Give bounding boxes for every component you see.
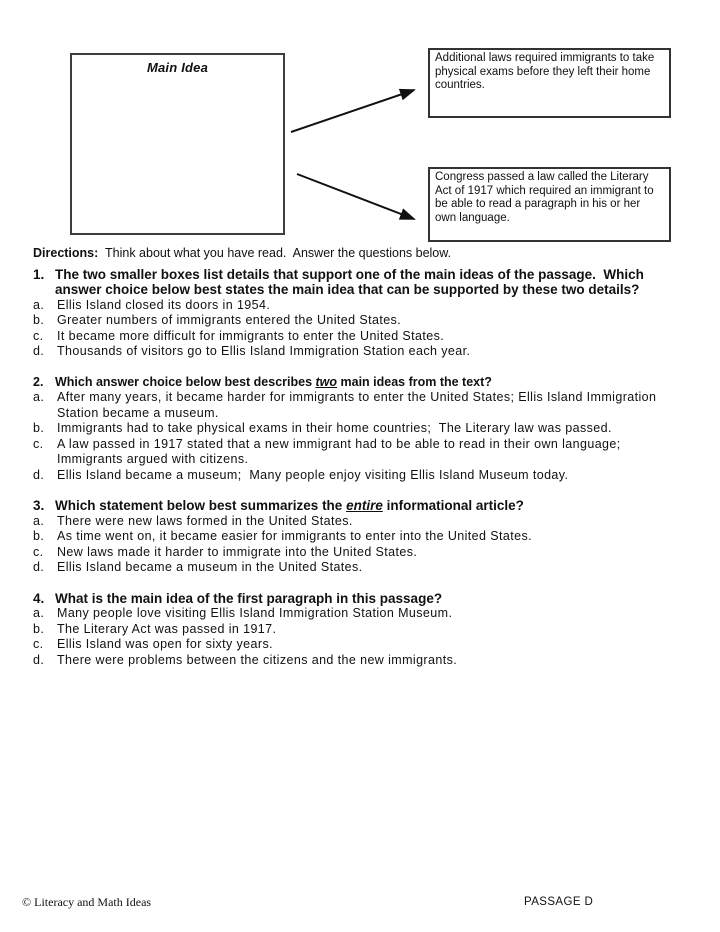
main-idea-label: Main Idea bbox=[146, 60, 209, 75]
choice-4c bbox=[33, 637, 663, 653]
choice-4b-letter: b. bbox=[33, 621, 45, 636]
question-2-number: 2. bbox=[33, 374, 44, 389]
choice-1b bbox=[33, 313, 663, 329]
question-2-prompt-rest: main ideas from the text? bbox=[337, 374, 492, 389]
question-1-number: 1. bbox=[33, 266, 45, 282]
choice-4a-letter: a. bbox=[33, 606, 45, 620]
arrow-to-detail-1 bbox=[291, 90, 414, 132]
detail-box-physical-exams bbox=[428, 48, 671, 118]
choice-1a-letter: a. bbox=[33, 297, 45, 312]
choice-1c-text: It became more difficult for immigrants to enter the United States. bbox=[57, 328, 445, 343]
choice-4b bbox=[33, 622, 663, 638]
choice-4a bbox=[33, 606, 663, 622]
choice-2a-letter: a. bbox=[33, 390, 45, 404]
choice-3b-text: As time went on, it became easier for immigrants to enter into the United States. bbox=[57, 529, 532, 543]
choice-1d bbox=[33, 344, 663, 360]
choice-3c-letter: c. bbox=[33, 544, 44, 559]
choice-3d-text: Ellis Island became a museum in the United States. bbox=[57, 560, 363, 574]
choice-2b-letter: b. bbox=[33, 421, 45, 435]
choice-3c bbox=[33, 545, 663, 561]
choice-1d-letter: d. bbox=[33, 344, 45, 358]
choice-1b-letter: b. bbox=[33, 313, 45, 327]
question-2-prompt-emphasis: two bbox=[315, 374, 338, 389]
question-3-prompt-text: Which statement below best summarizes the bbox=[55, 498, 347, 513]
choice-1c-letter: c. bbox=[33, 328, 44, 343]
passage-label: PASSAGE D bbox=[524, 896, 594, 908]
choice-3a-text: There were new laws formed in the United States. bbox=[57, 513, 353, 528]
question-area bbox=[33, 246, 663, 683]
detail-box-1-text: Additional laws required immigrants to take physical exams before they left their home countries. bbox=[435, 52, 658, 92]
question-4 bbox=[33, 591, 663, 669]
detail-box-2-text: Congress passed a law called the Literary Act of 1917 which required an immigrant to be able to read a paragraph in his or her own language. bbox=[435, 171, 657, 224]
choice-4c-letter: c. bbox=[33, 637, 44, 651]
copyright-text: © Literacy and Math Ideas bbox=[22, 895, 152, 909]
question-2 bbox=[33, 375, 663, 484]
choice-1b-text: Greater numbers of immigrants entered the United States. bbox=[57, 313, 402, 327]
choice-2a-text: After many years, it became harder for immigrants to enter the United States; Ellis Island Immigration Station became a museum. bbox=[57, 390, 661, 420]
choice-1c bbox=[33, 329, 663, 345]
question-4-prompt bbox=[33, 591, 663, 607]
question-3-prompt-emphasis: entire bbox=[346, 498, 383, 513]
choice-1d-text: Thousands of visitors go to Ellis Island Immigration Station each year. bbox=[57, 344, 471, 358]
question-4-prompt-text: What is the main idea of the first paragraph in this passage? bbox=[55, 590, 443, 606]
question-3 bbox=[33, 498, 663, 576]
question-3-prompt-rest: informational article? bbox=[382, 498, 524, 513]
choice-3d bbox=[33, 560, 663, 576]
choice-1a-text: Ellis Island closed its doors in 1954. bbox=[57, 297, 271, 312]
choice-4d-text: There were problems between the citizens and the new immigrants. bbox=[57, 652, 458, 667]
choice-2a bbox=[33, 390, 663, 421]
choice-1a bbox=[33, 298, 663, 314]
choice-2d bbox=[33, 468, 663, 484]
choice-4d bbox=[33, 653, 663, 669]
choice-4c-text: Ellis Island was open for sixty years. bbox=[57, 637, 273, 651]
question-4-number: 4. bbox=[33, 590, 45, 606]
directions-line bbox=[33, 246, 663, 262]
question-2-prompt-text: Which answer choice below best describes bbox=[55, 374, 316, 389]
choice-3c-text: New laws made it harder to immigrate into the United States. bbox=[57, 544, 418, 559]
choice-3a bbox=[33, 514, 663, 530]
choice-2b bbox=[33, 421, 663, 437]
choice-4a-text: Many people love visiting Ellis Island Immigration Station Museum. bbox=[57, 606, 453, 620]
choice-2b-text: Immigrants had to take physical exams in their home countries; The Literary law was passed. bbox=[57, 421, 612, 435]
question-1-prompt-text: The two smaller boxes list details that support one of the main ideas of the passage. Which answer choice below best states the main idea that can be supported by these two details? bbox=[55, 266, 648, 297]
choice-2d-letter: d. bbox=[33, 467, 45, 482]
detail-box-literary-act bbox=[428, 167, 671, 242]
main-idea-box bbox=[70, 53, 285, 235]
question-3-prompt bbox=[33, 498, 663, 514]
arrow-to-detail-2 bbox=[297, 174, 414, 219]
choice-3a-letter: a. bbox=[33, 513, 45, 528]
choice-2c-text: A law passed in 1917 stated that a new immigrant had to be able to read in their own language; Immigrants argued with citizens. bbox=[57, 436, 629, 466]
choice-2d-text: Ellis Island became a museum; Many people enjoy visiting Ellis Island Museum today. bbox=[57, 467, 569, 482]
choice-3d-letter: d. bbox=[33, 560, 45, 574]
choice-3b bbox=[33, 529, 663, 545]
directions-label: Directions: bbox=[33, 246, 99, 260]
question-1-prompt bbox=[33, 267, 663, 298]
question-1 bbox=[33, 267, 663, 360]
choice-4b-text: The Literary Act was passed in 1917. bbox=[57, 621, 277, 636]
question-3-number: 3. bbox=[33, 498, 45, 513]
choice-4d-letter: d. bbox=[33, 652, 45, 667]
choice-3b-letter: b. bbox=[33, 529, 45, 543]
directions-text: Think about what you have read. Answer the questions below. bbox=[98, 246, 452, 260]
choice-2c-letter: c. bbox=[33, 436, 44, 451]
choice-2c bbox=[33, 437, 663, 468]
question-2-prompt bbox=[33, 375, 663, 391]
